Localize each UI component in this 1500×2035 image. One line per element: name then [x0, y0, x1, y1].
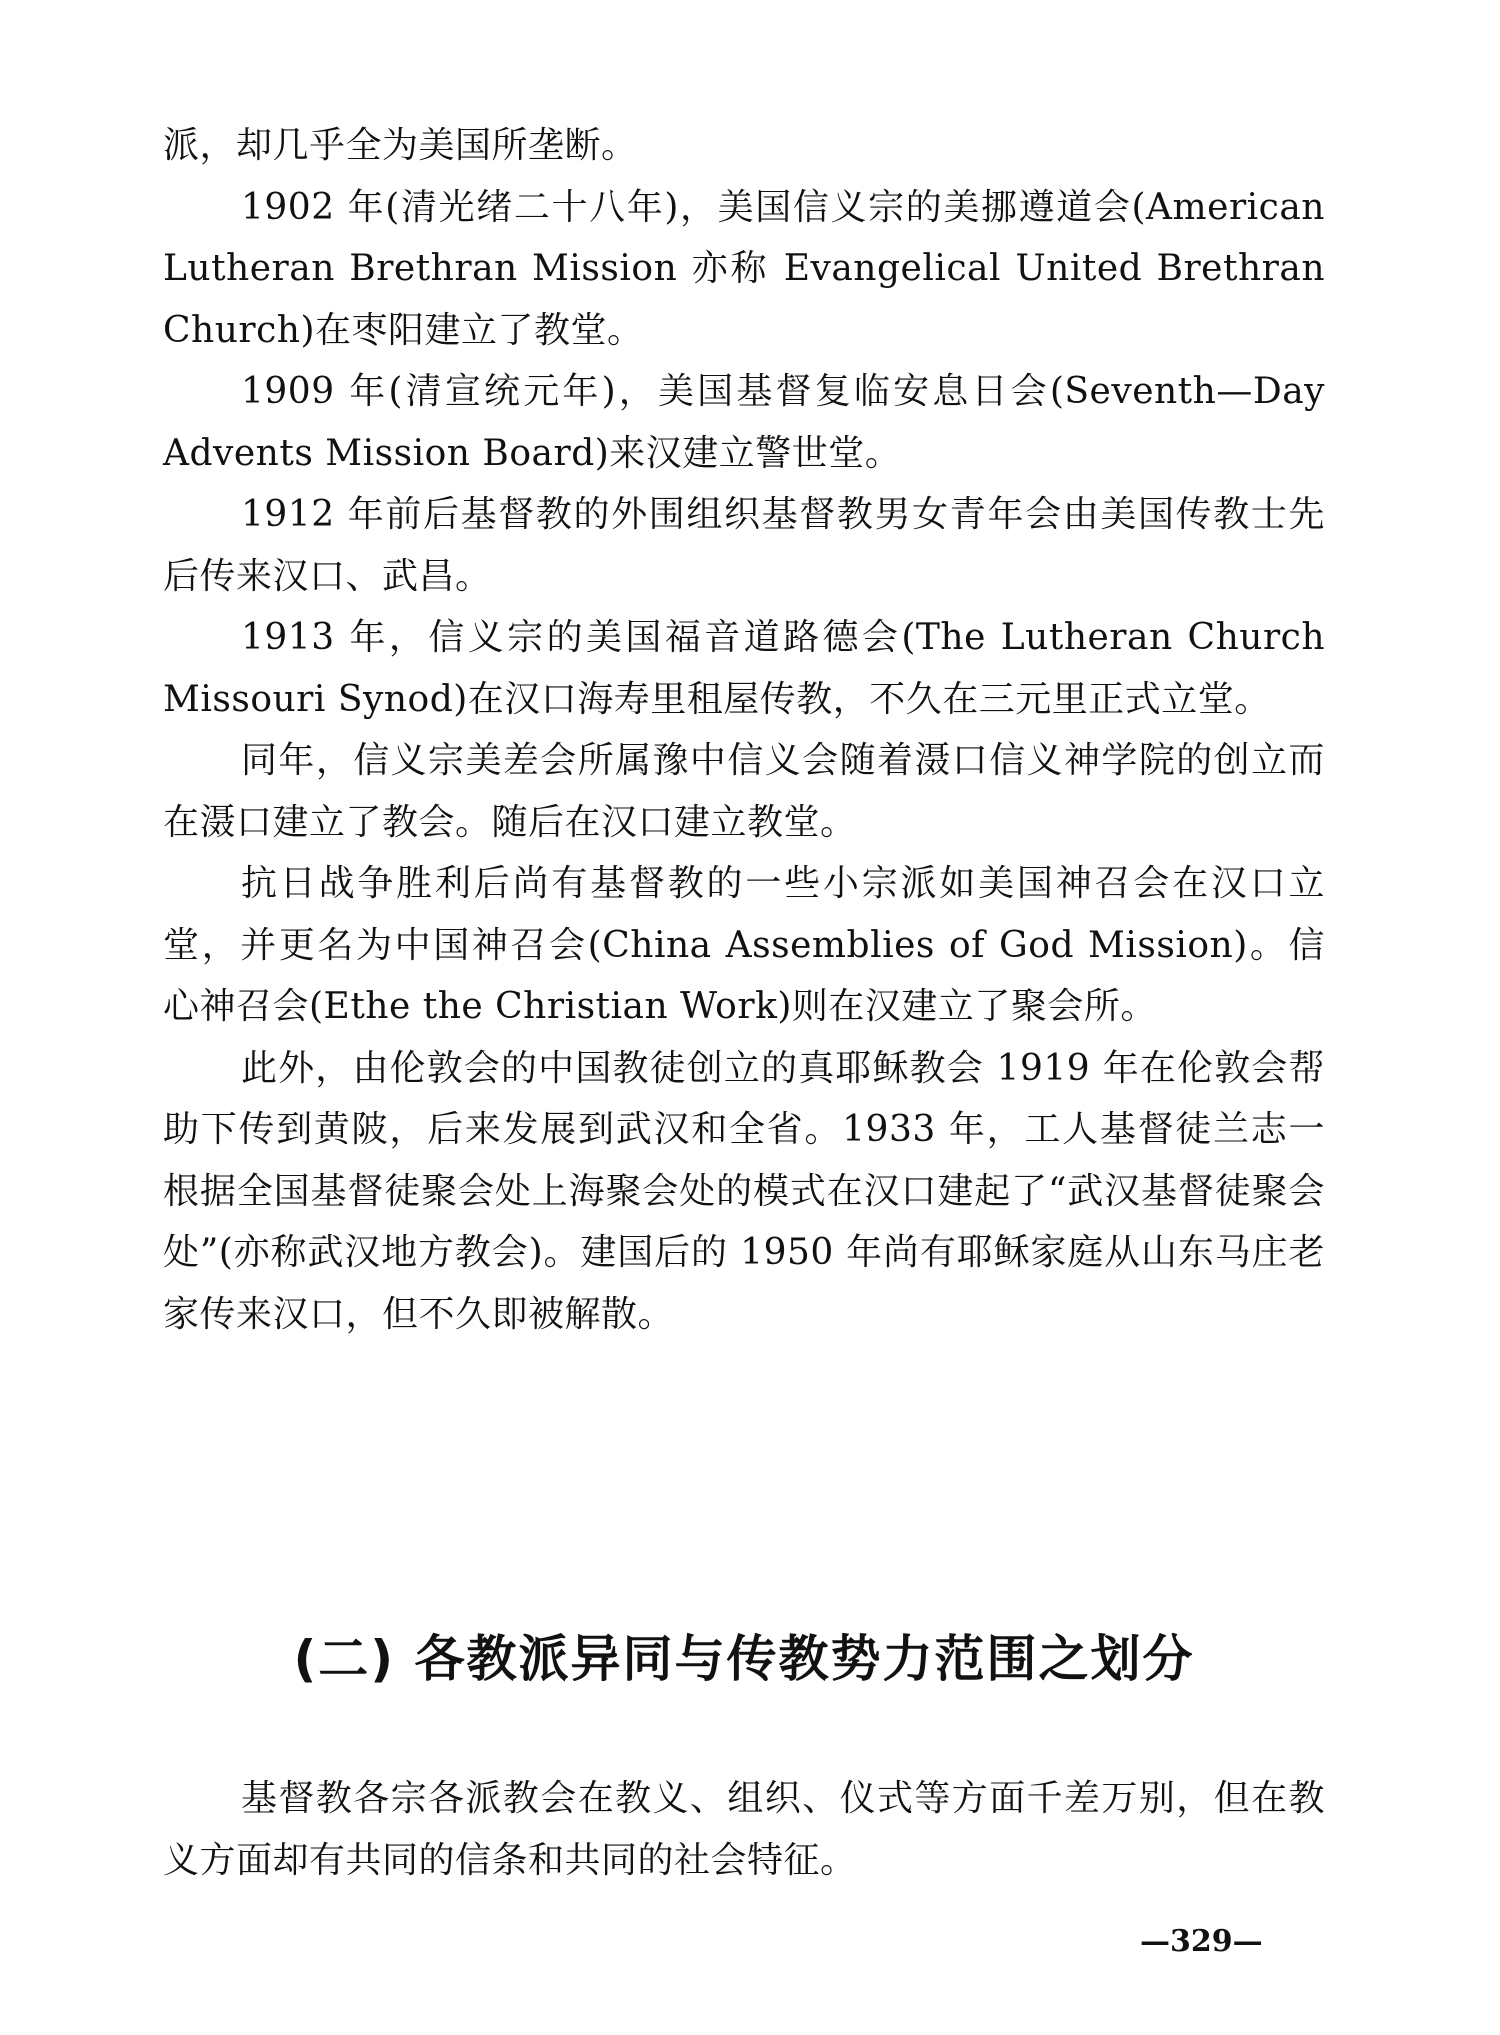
section-heading: (二) 各教派异同与传教势力范围之划分: [293, 1630, 1195, 1688]
paragraph-same-year: 同年，信义宗美差会所属豫中信义会随着滠口信义神学院的创立而在滠口建立了教会。随后在汉口建立教堂。: [163, 740, 1325, 843]
section-body: [163, 1768, 1325, 1891]
paragraph-1909: 1909 年(清宣统元年)，美国基督复临安息日会(Seventh—Day Advents Mission Board)来汉建立警世堂。: [163, 371, 1325, 474]
paragraph-continuation: 派，却几乎全为美国所垄断。: [163, 125, 638, 166]
page-number: —329—: [1140, 1924, 1263, 1959]
paragraph-1902: 1902 年(清光绪二十八年)，美国信义宗的美挪遵道会(American Lutheran Brethran Mission 亦称 Evangelical United Brethran Church)在枣阳建立了教堂。: [163, 186, 1325, 351]
body-text: [163, 115, 1325, 1345]
paragraph-additionally: 此外，由伦敦会的中国教徒创立的真耶稣教会 1919 年在伦敦会帮助下传到黄陂，后来发展到武汉和全省。1933 年，工人基督徒兰志一根据全国基督徒聚会处上海聚会处的模式在汉口建起了“武汉基督徒聚会处”(亦称武汉地方教会)。建国后的 1950 年尚有耶稣家庭从山东马庄老家传来汉口，但不久即被解散。: [163, 1047, 1325, 1335]
section-paragraph: 基督教各宗各派教会在教义、组织、仪式等方面千差万别，但在教义方面却有共同的信条和共同的社会特征。: [163, 1778, 1325, 1881]
paragraph-1912: 1912 年前后基督教的外围组织基督教男女青年会由美国传教士先后传来汉口、武昌。: [163, 494, 1325, 597]
paragraph-post-war: 抗日战争胜利后尚有基督教的一些小宗派如美国神召会在汉口立堂，并更名为中国神召会(China Assemblies of God Mission)。信心神召会(Ethe the Christian Work)则在汉建立了聚会所。: [163, 863, 1325, 1027]
paragraph-1913: 1913 年，信义宗的美国福音道路德会(The Lutheran Church Missouri Synod)在汉口海寿里租屋传教，不久在三元里正式立堂。: [163, 617, 1325, 720]
